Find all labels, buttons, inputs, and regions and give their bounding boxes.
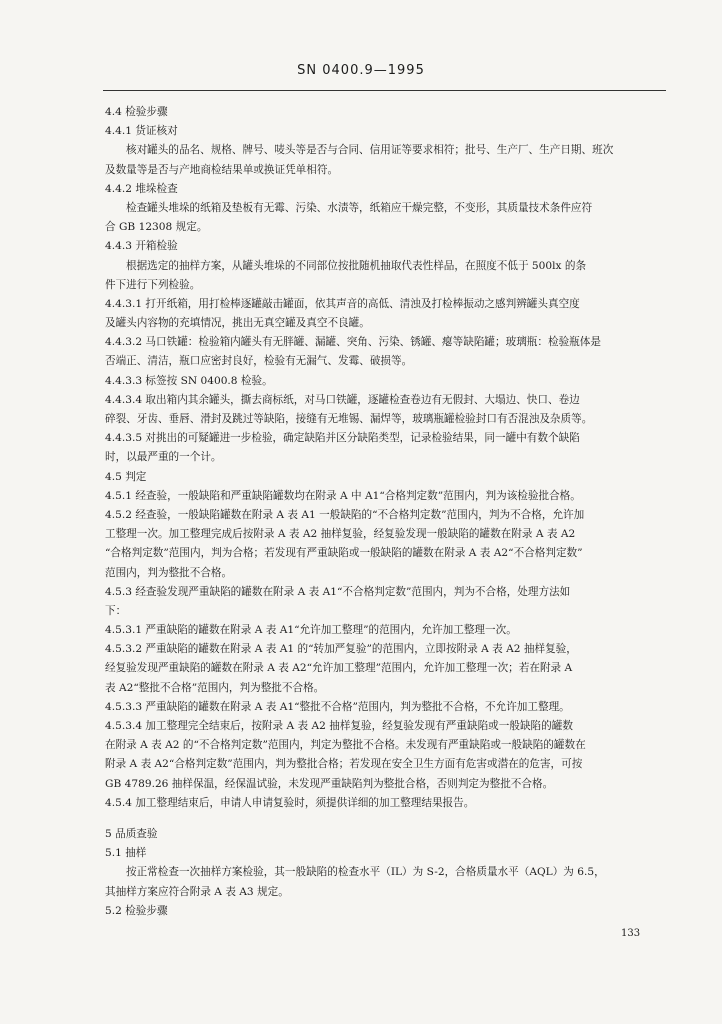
text-line: 4.4.3.3 标签按 SN 0400.8 检验。 xyxy=(105,374,273,387)
text-line: 范围内，判为整批不合格。 xyxy=(105,566,233,579)
text-line: 4.4 检验步骤 xyxy=(105,106,168,118)
text-line: 4.4.3.2 马口铁罐：检验箱内罐头有无胖罐、漏罐、突角、污染、锈罐、瘪等缺陷罐；玻璃瓶：检验瓶体是 xyxy=(105,336,601,349)
text-line: 4.4.1 货证核对 xyxy=(105,125,178,138)
text-line: 件下进行下列检验。 xyxy=(105,278,201,291)
text-line: 检查罐头堆垛的纸箱及垫板有无霉、污染、水渍等，纸箱应干燥完整，不变形，其质量技术条件应符 xyxy=(126,201,593,214)
text-line: 5.2 检验步骤 xyxy=(105,904,168,917)
text-line: 及罐头内容物的充填情况，挑出无真空罐及真空不良罐。 xyxy=(105,317,370,330)
text-line: 按正常检查一次抽样方案检验，其一般缺陷的检查水平（IL）为 S-2，合格质量水平（AQL）为 6.5， xyxy=(126,866,605,879)
text-line: 4.5.1 经查验，一般缺陷和严重缺陷罐数均在附录 A 中 A1“合格判定数”范围内，判为该检验批合格。 xyxy=(105,489,581,502)
text-line: GB 4789.26 抽样保温，经保温试验，未发现严重缺陷判为整批合格，否则判定为整批不合格。 xyxy=(105,777,554,790)
text-line: 表 A2“整批不合格”范围内，判为整批不合格。 xyxy=(105,681,325,694)
text-line: 核对罐头的品名、规格、牌号、唛头等是否与合同、信用证等要求相符；批号、生产厂、生产日期、班次 xyxy=(126,144,614,157)
text-line: 时，以最严重的一个计。 xyxy=(105,451,222,464)
text-line: 4.5.3.4 加工整理完全结束后，按附录 A 表 A2 抽样复验，经复验发现有严重缺陷或一般缺陷的罐数 xyxy=(105,720,573,732)
text-line: 及数量等是否与产地商检结果单或换证凭单相符。 xyxy=(105,163,339,176)
text-line: 5 品质查验 xyxy=(105,827,158,840)
text-line: “合格判定数”范围内，判为合格；若发现有严重缺陷或一般缺陷的罐数在附录 A 表 A2“不合格判定数” xyxy=(105,547,583,560)
text-line: 4.5.4 加工整理结束后，申请人申请复验时，须提供详细的加工整理结果报告。 xyxy=(105,796,475,809)
text-line: 4.4.3 开箱检验 xyxy=(105,240,178,253)
text-line: 4.5.3 经查验发现严重缺陷的罐数在附录 A 表 A1“不合格判定数”范围内，判为不合格，处理方法如 xyxy=(105,585,571,598)
text-line: 碎裂、牙齿、垂唇、滑封及跳过等缺陷，接缝有无堆锡、漏焊等，玻璃瓶罐检验封口有否混浊及杂质等。 xyxy=(105,413,593,425)
text-line: 4.4.3.1 打开纸箱，用打检棒逐罐敲击罐面，依其声音的高低、清浊及打检棒振动之感判辨罐头真空度 xyxy=(105,297,580,310)
text-line: 4.5.3.1 严重缺陷的罐数在附录 A 表 A1“允许加工整理”的范围内，允许加工整理一次。 xyxy=(105,624,517,637)
text-line: 其抽样方案应符合附录 A 表 A3 规定。 xyxy=(105,885,289,898)
text-line: 4.5.3.3 严重缺陷的罐数在附录 A 表 A1“整批不合格”范围内，判为整批不合格，不允许加工整理。 xyxy=(105,700,570,713)
text-line: 4.4.3.4 取出箱内其余罐头，撕去商标纸，对马口铁罐，逐罐检查卷边有无假封、大塌边、快口、卷边 xyxy=(105,393,580,406)
text-line: 附录 A 表 A2“合格判定数”范围内，判为整批合格；若发现在安全卫生方面有危害或潜在的危害，可按 xyxy=(105,758,583,771)
text-line: 5.1 抽样 xyxy=(105,847,147,860)
text-line: 4.4.2 堆垛检查 xyxy=(105,182,178,195)
body-text xyxy=(105,103,665,921)
header-divider xyxy=(103,90,666,91)
section-gap xyxy=(105,813,665,825)
text-line: 在附录 A 表 A2 的“不合格判定数”范围内，判定为整批不合格。未发现有严重缺陷或一般缺陷的罐数在 xyxy=(105,739,586,752)
page-header-standard-number: SN 0400.9—1995 xyxy=(297,63,425,78)
page-number: 133 xyxy=(621,928,641,939)
text-line: 根据选定的抽样方案，从罐头堆垛的不同部位按批随机抽取代表性样品，在照度不低于 500lx 的条 xyxy=(126,259,587,272)
text-line: 工整理一次。加工整理完成后按附录 A 表 A2 抽样复验，经复验发现一般缺陷的罐数在附录 A 表 A2 xyxy=(105,528,576,541)
text-line: 4.5.2 经查验，一般缺陷罐数在附录 A 表 A1 一般缺陷的“不合格判定数”范围内，判为不合格，允许加 xyxy=(105,508,585,521)
text-line: 4.4.3.5 对挑出的可疑罐进一步检验，确定缺陷并区分缺陷类型，记录检验结果，同一罐中有数个缺陷 xyxy=(105,432,580,445)
text-line: 4.5.3.2 严重缺陷的罐数在附录 A 表 A1 的“转加严复验”的范围内，立即按附录 A 表 A2 抽样复验， xyxy=(105,643,577,656)
text-line: 下： xyxy=(105,604,127,617)
text-line: 合 GB 12308 规定。 xyxy=(105,221,208,234)
text-line: 经复验发现严重缺陷的罐数在附录 A 表 A2“允许加工整理”范围内，允许加工整理一次；若在附录 A xyxy=(105,662,573,675)
text-line: 否端正、清洁，瓶口应密封良好，检验有无漏气、发霉、破损等。 xyxy=(105,355,413,368)
text-line: 4.5 判定 xyxy=(105,470,147,483)
